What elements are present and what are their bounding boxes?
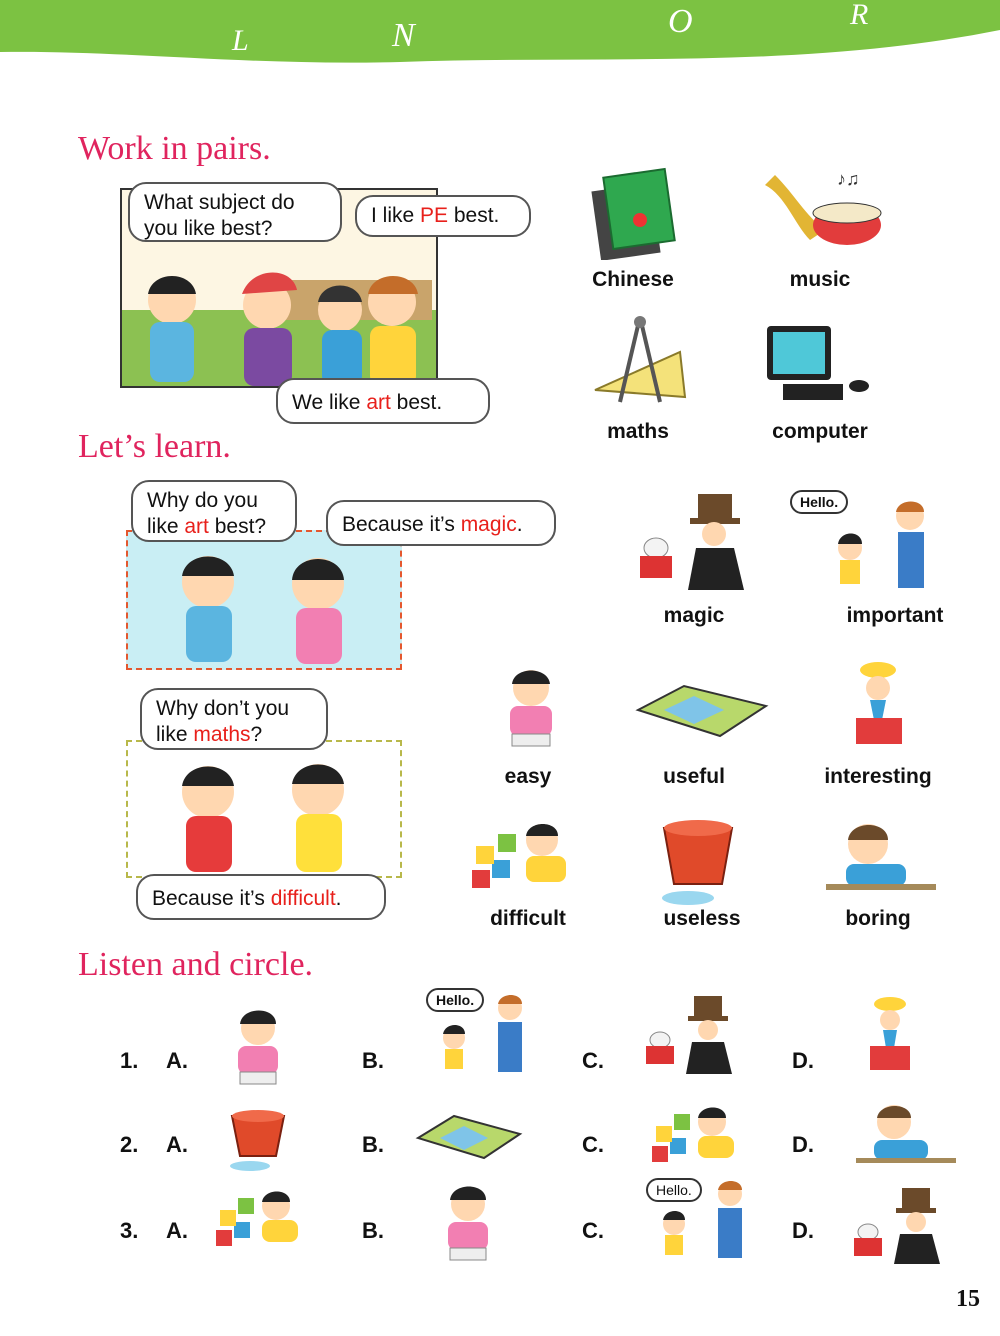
banner-letter: N [392,17,415,54]
banner-letter: O [668,3,693,40]
highlight-word: magic [460,513,517,536]
section-title-listen-and-circle: Listen and circle. [78,946,314,983]
highlight-word: art [366,391,391,414]
bubble-text: We like [292,391,367,414]
greeting-icon[interactable] [654,1180,758,1260]
bubble-text: best. [390,391,443,414]
speech-bubble-why-art [131,480,297,542]
bubble-text: . [516,513,523,536]
maths-tools-icon [590,312,690,412]
subject-label: music [789,268,851,291]
row-number: 1. [120,1048,139,1073]
magician-icon[interactable] [640,994,740,1076]
blocks-boy-icon[interactable] [644,1096,740,1176]
option-label[interactable]: C. [582,1218,604,1243]
hello-bubble: Hello. [426,988,484,1012]
bubble-text: . [335,887,342,910]
chinese-book-icon [590,165,680,260]
learn-scene-1 [126,530,402,670]
row-number: 2. [120,1132,139,1157]
bubble-text: best? [208,515,267,538]
banner-letter: R [850,0,869,31]
bubble-text: Why don’t you like [156,697,290,746]
speech-bubble-art [276,378,490,424]
top-banner [0,0,1000,80]
music-instruments-icon [755,165,885,260]
easy-girl-icon[interactable] [436,1180,500,1264]
section-title-work-in-pairs: Work in pairs. [78,130,271,167]
option-label[interactable]: B. [362,1218,384,1243]
vocab-word: important [846,604,944,627]
map-icon[interactable] [414,1112,524,1162]
option-label[interactable]: A. [166,1218,188,1243]
bucket-icon[interactable] [228,1110,290,1172]
option-label[interactable]: A. [166,1132,188,1157]
greeting-icon[interactable] [432,994,542,1074]
vocab-word: magic [663,604,725,627]
vocab-word: useless [663,907,741,930]
speech-bubble-question [128,182,342,242]
subject-label: maths [607,420,669,443]
two-boys-illustration [128,742,400,876]
bubble-text: I like [371,204,421,227]
vocab-word: easy [504,765,552,788]
bubble-text: Because it’s [342,513,461,536]
learn-scene-2 [126,740,402,878]
subject-label: Chinese [592,268,674,291]
blocks-boy-icon[interactable] [208,1180,304,1260]
map-icon [634,680,770,740]
speech-bubble-why-maths [140,688,328,750]
bubble-text: best. [448,204,500,227]
computer-icon [763,322,873,407]
option-label[interactable]: D. [792,1048,814,1073]
option-label[interactable]: C. [582,1048,604,1073]
bubble-text: What subject do you like best? [144,191,295,240]
option-label[interactable]: C. [582,1132,604,1157]
option-label[interactable]: D. [792,1132,814,1157]
bored-boy-icon [826,818,936,892]
bubble-text: ? [250,723,263,746]
speech-bubble-pe [355,195,531,237]
highlight-word: difficult [270,887,336,910]
bored-boy-icon[interactable] [856,1100,956,1166]
bucket-icon [658,818,742,908]
hello-bubble: Hello. [790,490,848,514]
svg-text:♪♫: ♪♫ [837,169,860,189]
highlight-word: PE [420,204,449,227]
option-label[interactable]: B. [362,1048,384,1073]
magician-icon[interactable] [850,1186,946,1266]
magician-icon [632,490,752,595]
easy-girl-icon [496,662,566,750]
boy-girl-illustration [128,532,400,668]
hello-bubble: Hello. [646,1178,702,1202]
speech-bubble-difficult [136,874,386,920]
page-number: 15 [956,1286,980,1312]
jack-in-box-icon[interactable] [860,996,920,1074]
highlight-word: art [184,515,209,538]
speech-bubble-magic [326,500,556,546]
jack-in-box-icon [842,660,912,750]
blocks-boy-icon [462,810,574,906]
bubble-text: Because it’s [152,887,271,910]
option-label[interactable]: D. [792,1218,814,1243]
greeting-icon [826,498,946,593]
bubble-text: Why do you like [147,489,258,538]
option-label[interactable]: A. [166,1048,188,1073]
vocab-word: interesting [824,765,932,788]
highlight-word: maths [193,723,251,746]
vocab-word: useful [663,765,725,788]
section-title-lets-learn: Let’s learn. [78,428,231,465]
banner-letter: L [232,24,249,57]
row-number: 3. [120,1218,139,1243]
easy-girl-icon[interactable] [226,1004,290,1088]
option-label[interactable]: B. [362,1132,384,1157]
subject-label: computer [772,420,868,443]
vocab-word: boring [845,907,911,930]
vocab-word: difficult [490,907,566,930]
